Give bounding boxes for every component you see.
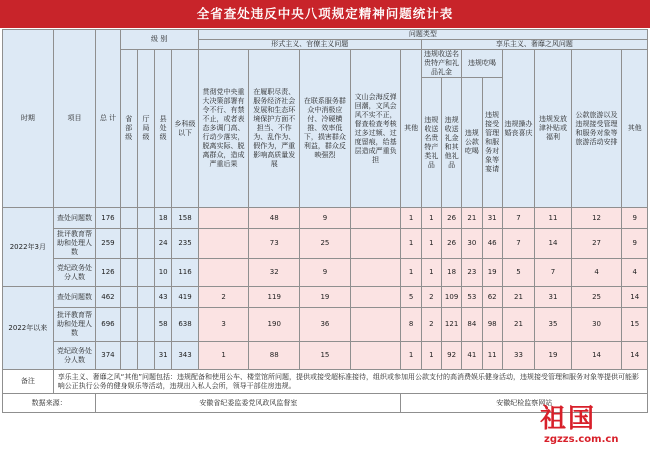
value-cell xyxy=(137,287,154,308)
form-col-1: 贯彻党中央重大决策部署有令不行、有禁不止，或者表态多调门高、行动少落实，脱离实际、脱离群众，造成严重后果 xyxy=(198,50,249,208)
value-cell: 4 xyxy=(571,259,622,287)
value-cell: 31 xyxy=(155,342,172,370)
value-cell: 35 xyxy=(535,308,571,342)
value-cell xyxy=(350,229,401,259)
value-cell xyxy=(137,259,154,287)
note-text: 享乐主义、奢靡之风“其他”问题包括：违规配备和使用公车、楼堂馆所问题，提供或接受超标准接待，组织或参加用公款支付的高消费娱乐健身活动，违规接受管理和服务对象等提供可能影响公正执行公务的健身娱乐等活动，违规出入私人会所，领导干部住房违规。 xyxy=(53,370,647,394)
item-cell: 查处问题数 xyxy=(53,208,96,229)
value-cell: 5 xyxy=(401,287,421,308)
value-cell: 343 xyxy=(172,342,198,370)
hed-col-other: 其他 xyxy=(622,50,648,208)
value-cell xyxy=(120,259,137,287)
watermark-text: 祖国 xyxy=(540,404,597,434)
table-body xyxy=(3,30,648,208)
value-cell: 31 xyxy=(482,208,502,229)
value-cell: 462 xyxy=(96,287,120,308)
value-cell: 1 xyxy=(421,208,441,229)
source-right: 安徽纪检监察网站 xyxy=(401,394,648,413)
value-cell: 3 xyxy=(198,308,249,342)
form-col-other: 其他 xyxy=(401,50,421,208)
value-cell: 73 xyxy=(249,229,300,259)
value-cell: 14 xyxy=(571,342,622,370)
value-cell: 4 xyxy=(622,259,648,287)
value-cell: 14 xyxy=(622,342,648,370)
value-cell: 176 xyxy=(96,208,120,229)
value-cell: 98 xyxy=(482,308,502,342)
gift-sub-1: 违规收送名贵特产类礼品 xyxy=(421,78,441,208)
value-cell: 48 xyxy=(249,208,300,229)
value-cell xyxy=(120,342,137,370)
value-cell: 15 xyxy=(622,308,648,342)
item-cell: 党纪政务处分人数 xyxy=(53,342,96,370)
table-row xyxy=(3,287,648,308)
form-col-3: 在联系服务群众中消极应付、冷硬横推、效率低下，损害群众利益，群众反映强烈 xyxy=(300,50,351,208)
value-cell xyxy=(120,229,137,259)
hed-col-allowance: 违规发放津补贴或福利 xyxy=(535,50,571,208)
value-cell: 32 xyxy=(249,259,300,287)
value-cell: 2 xyxy=(198,287,249,308)
value-cell: 116 xyxy=(172,259,198,287)
value-cell: 15 xyxy=(300,342,351,370)
value-cell: 88 xyxy=(249,342,300,370)
value-cell: 158 xyxy=(172,208,198,229)
value-cell: 19 xyxy=(300,287,351,308)
value-cell: 23 xyxy=(462,259,482,287)
form-col-2: 在履职尽责、服务经济社会发展和生态环境保护方面不担当、不作为、乱作为、假作为，严重影响高质量发展 xyxy=(249,50,300,208)
table-row xyxy=(3,229,648,259)
value-cell: 33 xyxy=(502,342,534,370)
value-cell: 92 xyxy=(441,342,461,370)
value-cell: 1 xyxy=(401,259,421,287)
value-cell: 84 xyxy=(462,308,482,342)
value-cell: 696 xyxy=(96,308,120,342)
value-cell xyxy=(350,208,401,229)
value-cell: 21 xyxy=(462,208,482,229)
value-cell xyxy=(137,229,154,259)
item-cell: 党纪政务处分人数 xyxy=(53,259,96,287)
item-cell: 查处问题数 xyxy=(53,287,96,308)
value-cell: 126 xyxy=(96,259,120,287)
watermark-url: zgzzs.com.cn xyxy=(544,434,619,445)
value-cell: 25 xyxy=(300,229,351,259)
table-row xyxy=(3,308,648,342)
value-cell: 25 xyxy=(571,287,622,308)
table-row xyxy=(3,208,648,229)
gift-sub-2: 违规收送礼金和其他礼品 xyxy=(441,78,461,208)
table-row xyxy=(3,259,648,287)
value-cell: 7 xyxy=(535,259,571,287)
value-cell: 21 xyxy=(502,287,534,308)
value-cell: 46 xyxy=(482,229,502,259)
period-header: 时期 xyxy=(3,30,54,208)
form-col-4: 文山会海反弹回潮，文风会风不实不正，督查检查考核过多过频、过度留痕，给基层造成严重负担 xyxy=(350,50,401,208)
value-cell: 1 xyxy=(401,229,421,259)
value-cell: 190 xyxy=(249,308,300,342)
value-cell: 12 xyxy=(571,208,622,229)
value-cell: 18 xyxy=(155,208,172,229)
value-cell: 19 xyxy=(482,259,502,287)
value-cell: 121 xyxy=(441,308,461,342)
value-cell xyxy=(137,208,154,229)
value-cell: 1 xyxy=(421,342,441,370)
value-cell: 2 xyxy=(421,287,441,308)
value-cell: 14 xyxy=(535,229,571,259)
item-cell: 批评教育帮助和处理人数 xyxy=(53,229,96,259)
value-cell: 19 xyxy=(535,342,571,370)
value-cell: 11 xyxy=(482,342,502,370)
total-header: 总 计 xyxy=(96,30,120,208)
value-cell: 259 xyxy=(96,229,120,259)
value-cell: 1 xyxy=(421,259,441,287)
value-cell: 53 xyxy=(462,287,482,308)
level-township: 乡科级以下 xyxy=(172,50,198,208)
level-header: 级 别 xyxy=(120,30,198,50)
value-cell: 10 xyxy=(155,259,172,287)
stats-table xyxy=(2,29,648,413)
value-cell: 235 xyxy=(172,229,198,259)
value-cell: 21 xyxy=(502,308,534,342)
level-bureau: 厅局级 xyxy=(137,50,154,208)
value-cell: 9 xyxy=(300,208,351,229)
formalism-header: 形式主义、官僚主义问题 xyxy=(198,40,421,50)
value-cell xyxy=(350,308,401,342)
table-title: 全省查处违反中央八项规定精神问题统计表 xyxy=(0,0,650,28)
value-cell: 62 xyxy=(482,287,502,308)
value-cell: 27 xyxy=(571,229,622,259)
value-cell xyxy=(120,287,137,308)
level-county: 县处级 xyxy=(155,50,172,208)
value-cell xyxy=(350,259,401,287)
hedonism-header: 享乐主义、奢靡之风问题 xyxy=(421,40,647,50)
value-cell: 109 xyxy=(441,287,461,308)
value-cell: 11 xyxy=(535,208,571,229)
value-cell: 9 xyxy=(622,208,648,229)
value-cell xyxy=(198,259,249,287)
value-cell: 24 xyxy=(155,229,172,259)
hed-col-wedding: 违规操办婚丧喜庆 xyxy=(502,50,534,208)
eat-header: 违规吃喝 xyxy=(462,50,503,78)
value-cell: 5 xyxy=(502,259,534,287)
value-cell xyxy=(198,208,249,229)
period-cell: 2022年以来 xyxy=(3,287,54,370)
data-body xyxy=(3,208,648,370)
value-cell: 30 xyxy=(571,308,622,342)
value-cell: 374 xyxy=(96,342,120,370)
value-cell: 9 xyxy=(622,229,648,259)
level-province: 省部级 xyxy=(120,50,137,208)
value-cell: 7 xyxy=(502,229,534,259)
value-cell xyxy=(137,308,154,342)
source-left: 安徽省纪委监委党风政风监督室 xyxy=(96,394,401,413)
hed-col-travel: 公款旅游以及违规接受管理和服务对象等旅游活动安排 xyxy=(571,50,622,208)
note-label: 备注 xyxy=(3,370,54,394)
item-header: 项目 xyxy=(53,30,96,208)
value-cell: 26 xyxy=(441,208,461,229)
value-cell: 8 xyxy=(401,308,421,342)
eat-sub-1: 违规公款吃喝 xyxy=(462,78,482,208)
eat-sub-2: 违规接受管理和服务对象等宴请 xyxy=(482,78,502,208)
value-cell: 18 xyxy=(441,259,461,287)
value-cell: 7 xyxy=(502,208,534,229)
value-cell: 419 xyxy=(172,287,198,308)
value-cell: 36 xyxy=(300,308,351,342)
value-cell: 43 xyxy=(155,287,172,308)
value-cell xyxy=(120,208,137,229)
value-cell xyxy=(350,287,401,308)
value-cell xyxy=(350,342,401,370)
value-cell: 638 xyxy=(172,308,198,342)
gift-header: 违规收送名贵特产和礼品礼金 xyxy=(421,50,462,78)
value-cell: 31 xyxy=(535,287,571,308)
value-cell: 41 xyxy=(462,342,482,370)
value-cell: 1 xyxy=(198,342,249,370)
period-cell: 2022年3月 xyxy=(3,208,54,287)
value-cell: 1 xyxy=(421,229,441,259)
source-label: 数据来源： xyxy=(3,394,96,413)
value-cell: 119 xyxy=(249,287,300,308)
value-cell: 14 xyxy=(622,287,648,308)
value-cell xyxy=(198,229,249,259)
value-cell: 1 xyxy=(401,208,421,229)
issue-type-header: 问题类型 xyxy=(198,30,647,40)
value-cell: 2 xyxy=(421,308,441,342)
value-cell: 30 xyxy=(462,229,482,259)
table-row xyxy=(3,342,648,370)
value-cell: 26 xyxy=(441,229,461,259)
value-cell: 58 xyxy=(155,308,172,342)
value-cell xyxy=(137,342,154,370)
value-cell: 1 xyxy=(401,342,421,370)
value-cell xyxy=(120,308,137,342)
watermark-logo xyxy=(532,398,648,454)
item-cell: 批评教育帮助和处理人数 xyxy=(53,308,96,342)
value-cell: 9 xyxy=(300,259,351,287)
